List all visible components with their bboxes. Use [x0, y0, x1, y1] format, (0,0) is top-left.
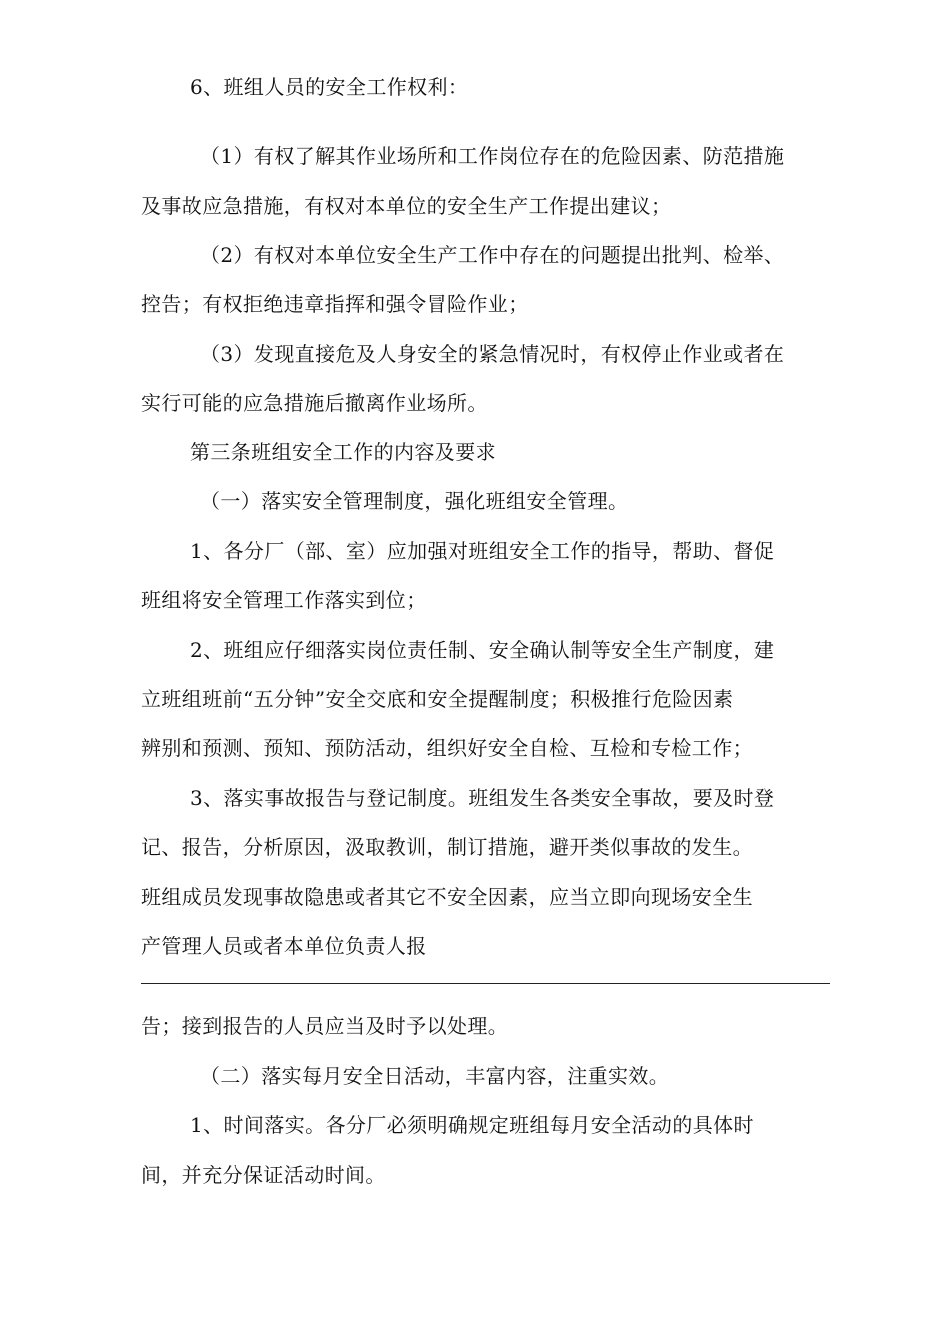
- paragraph-line: 1、各分厂（部、室）应加强对班组安全工作的指导，帮助、督促: [190, 539, 775, 563]
- subsection-heading: （二）落实每月安全日活动，丰富内容，注重实效。: [200, 1064, 670, 1088]
- paragraph-line: 班组成员发现事故隐患或者其它不安全因素，应当立即向现场安全生: [141, 885, 753, 909]
- paragraph-line: 3、落实事故报告与登记制度。班组发生各类安全事故，要及时登: [190, 786, 775, 810]
- page-divider: [141, 983, 830, 984]
- paragraph-line: 控告；有权拒绝违章指挥和强令冒险作业；: [141, 292, 529, 316]
- paragraph-line: 实行可能的应急措施后撤离作业场所。: [141, 391, 488, 415]
- paragraph-line: （1）有权了解其作业场所和工作岗位存在的危险因素、防范措施: [200, 144, 785, 168]
- paragraph-line: 班组将安全管理工作落实到位；: [141, 588, 427, 612]
- paragraph-line: 间，并充分保证活动时间。: [141, 1163, 386, 1187]
- paragraph-line: （3）发现直接危及人身安全的紧急情况时，有权停止作业或者在: [200, 342, 785, 366]
- paragraph-line: 辨别和预测、预知、预防活动，组织好安全自检、互检和专检工作；: [141, 736, 753, 760]
- paragraph-line: 1、时间落实。各分厂必须明确规定班组每月安全活动的具体时: [190, 1113, 754, 1137]
- heading-rights: 6、班组人员的安全工作权利：: [190, 75, 469, 99]
- paragraph-line: 及事故应急措施，有权对本单位的安全生产工作提出建议；: [141, 194, 672, 218]
- paragraph-line: 产管理人员或者本单位负责人报: [141, 934, 427, 958]
- section-heading: 第三条班组安全工作的内容及要求: [190, 440, 496, 464]
- paragraph-line: 记、报告，分析原因，汲取教训，制订措施，避开类似事故的发生。: [141, 835, 753, 859]
- subsection-heading: （一）落实安全管理制度，强化班组安全管理。: [200, 489, 629, 513]
- paragraph-line: 立班组班前“五分钟”安全交底和安全提醒制度；积极推行危险因素: [141, 687, 734, 711]
- paragraph-line: （2）有权对本单位安全生产工作中存在的问题提出批判、检举、: [200, 243, 785, 267]
- paragraph-line: 2、班组应仔细落实岗位责任制、安全确认制等安全生产制度，建: [190, 638, 775, 662]
- paragraph-line: 告；接到报告的人员应当及时予以处理。: [141, 1014, 509, 1038]
